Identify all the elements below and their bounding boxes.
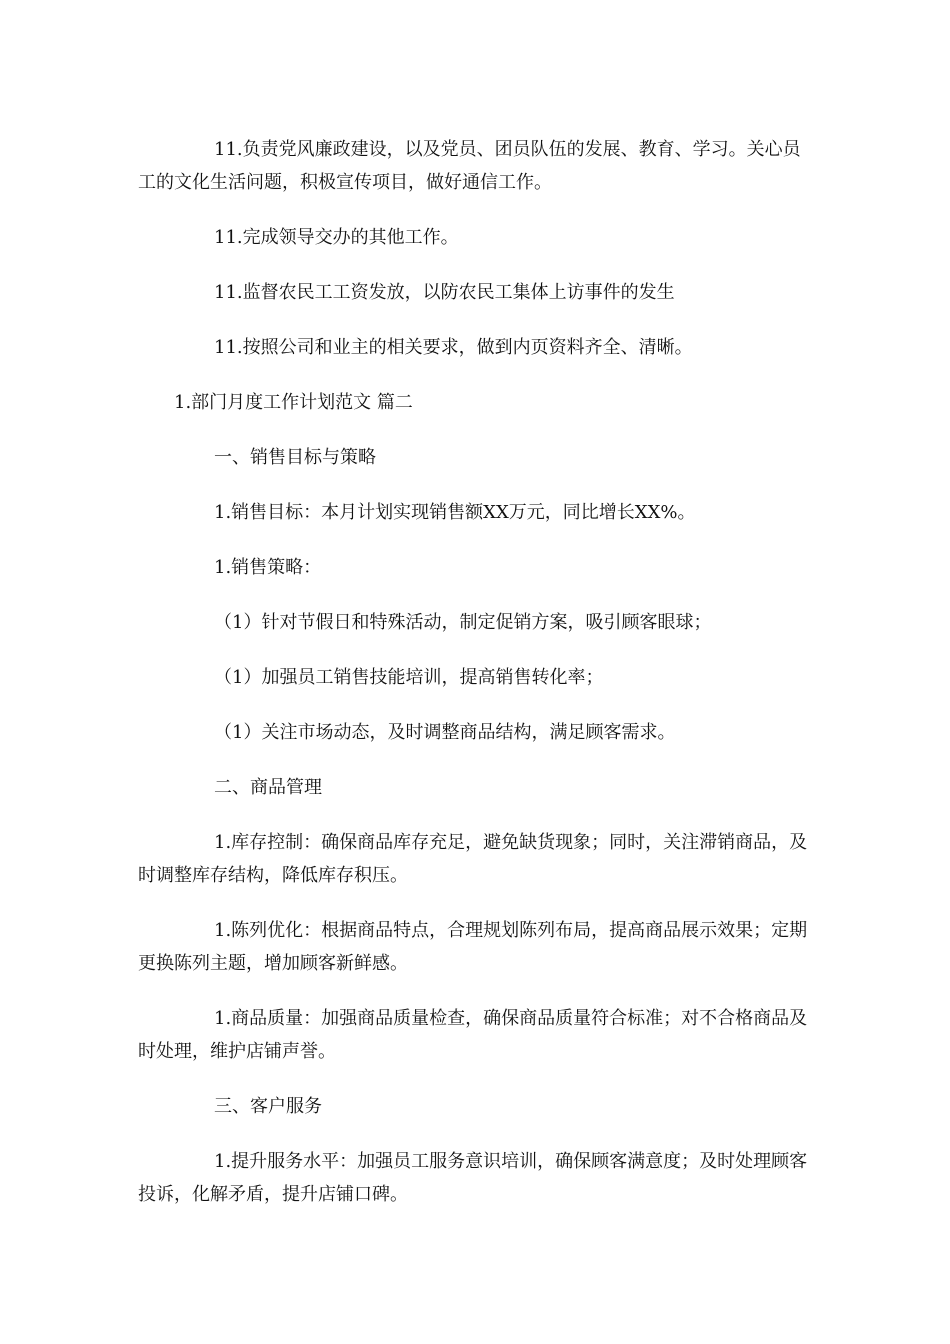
strategy-item-promotion: （1）针对节假日和特殊活动，制定促销方案，吸引顾客眼球；	[214, 612, 712, 633]
paragraph-duties-other-tasks: 11.完成领导交办的其他工作。	[214, 227, 459, 248]
paragraph-service-level: 1.提升服务水平：加强员工服务意识培训，确保顾客满意度；及时处理顾客投诉，化解矛盾，提升店铺口碑。	[138, 1151, 808, 1205]
section-heading-plan-two: 1.部门月度工作计划范文 篇二	[174, 392, 413, 413]
paragraph-sales-strategy: 1.销售策略：	[214, 557, 322, 578]
paragraph-duties-party-building: 11.负责党风廉政建设，以及党员、团员队伍的发展、教育、学习。关心员工的文化生活问题，积极宣传项目，做好通信工作。	[138, 139, 801, 193]
paragraph-product-quality: 1.商品质量：加强商品质量检查，确保商品质量符合标准；对不合格商品及时处理，维护店铺声誉。	[138, 1008, 808, 1062]
paragraph-duties-documentation: 11.按照公司和业主的相关要求，做到内页资料齐全、清晰。	[214, 337, 693, 358]
paragraph-display-optimization: 1.陈列优化：根据商品特点，合理规划陈列布局，提高商品展示效果；定期更换陈列主题，增加顾客新鲜感。	[138, 920, 808, 974]
paragraph-duties-wage-supervision: 11.监督农民工工资发放，以防农民工集体上访事件的发生	[214, 282, 675, 303]
paragraph-inventory-control: 1.库存控制：确保商品库存充足，避免缺货现象；同时，关注滞销商品，及时调整库存结构，降低库存积压。	[138, 832, 808, 886]
strategy-item-training: （1）加强员工销售技能培训，提高销售转化率；	[214, 667, 604, 688]
heading-sales-goals: 一、销售目标与策略	[214, 447, 376, 468]
document-body	[138, 133, 810, 1233]
strategy-item-market: （1）关注市场动态，及时调整商品结构，满足顾客需求。	[214, 722, 676, 743]
heading-product-management: 二、商品管理	[214, 777, 322, 798]
paragraph-sales-target: 1.销售目标：本月计划实现销售额XX万元，同比增长XX%。	[214, 502, 696, 523]
heading-customer-service: 三、客户服务	[214, 1096, 322, 1117]
